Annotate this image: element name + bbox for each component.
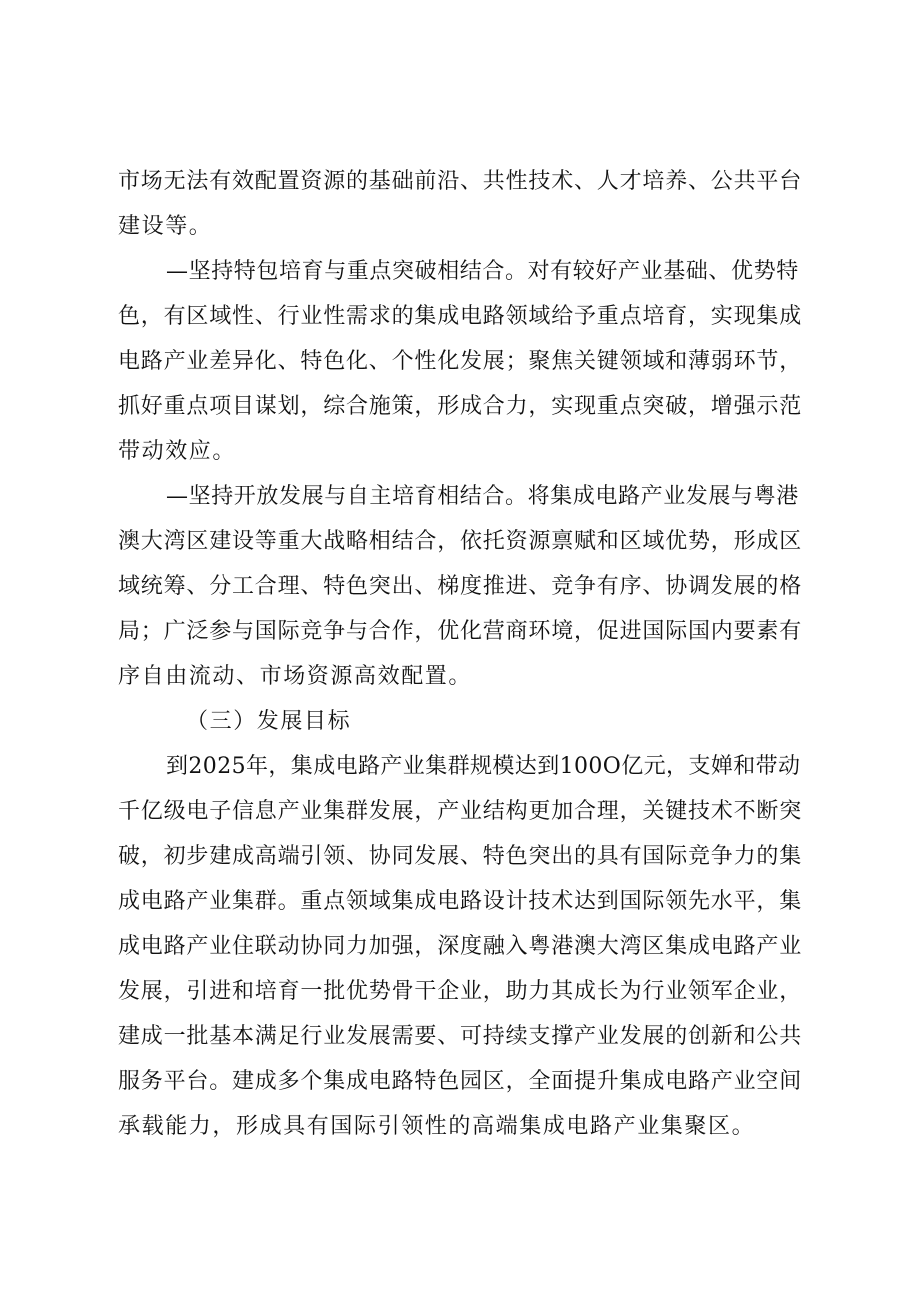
body-text-line: 市场无法有效配置资源的基础前沿、共性技术、人才培养、公共平台 bbox=[118, 169, 803, 194]
body-text-line: 建设等。 bbox=[118, 214, 213, 239]
body-text-line: 破，初步建成高端引领、协同发展、特色突出的具有国际竞争力的集 bbox=[118, 844, 803, 869]
body-text-line: 成电路产业集群。重点领域集成电路设计技术达到国际领先水平，集 bbox=[118, 889, 803, 914]
body-text-line: 承载能力，形成具有国际引领性的高端集成电路产业集聚区。 bbox=[118, 1114, 756, 1139]
body-text-line: 到2025年，集成电路产业集群规模达到100O亿元，支婵和带动 bbox=[166, 754, 801, 779]
body-text-line: 域统筹、分工合理、特色突出、梯度推进、竞争有序、协调发展的格 bbox=[118, 574, 803, 599]
body-text-line: 千亿级电子信息产业集群发展，产业结构更加合理，关键技术不断突 bbox=[118, 799, 803, 824]
body-text-line: 服务平台。建成多个集成电路特色园区，全面提升集成电路产业空间 bbox=[118, 1069, 803, 1094]
body-text-line: 澳大湾区建设等重大战略相结合，依托资源禀赋和区域优势，形成区 bbox=[118, 529, 803, 554]
body-text-line: 建成一批基本满足行业发展需要、可持续支撑产业发展的创新和公共 bbox=[118, 1024, 803, 1049]
body-text-line: 色，有区域性、行业性需求的集成电路领域给予重点培育，实现集成 bbox=[118, 304, 803, 329]
body-text-line: 电路产业差异化、特色化、个性化发展；聚焦关键领域和薄弱环节， bbox=[118, 349, 803, 374]
section-heading: （三）发展目标 bbox=[186, 709, 352, 734]
body-text-line: 带动效应。 bbox=[118, 439, 237, 464]
body-text-line: 局；广泛参与国际竞争与合作，优化营商环境，促进国际国内要素有 bbox=[118, 619, 803, 644]
body-text-line: 抓好重点项目谋划，综合施策，形成合力，实现重点突破，增强示范 bbox=[118, 394, 803, 419]
body-text-line: 序自由流动、市场资源高效配置。 bbox=[118, 664, 473, 689]
body-text-line: 发展，引进和培育一批优势骨干企业，助力其成长为行业领军企业， bbox=[118, 979, 803, 1004]
body-text-line: —坚持特包培育与重点突破相结合。对有较好产业基础、优势特 bbox=[166, 259, 799, 284]
body-text-line: —坚持开放发展与自主培育相结合。将集成电路产业发展与粤港 bbox=[166, 484, 799, 509]
body-text-line: 成电路产业住联动协同力加强，深度融入粤港澳大湾区集成电路产业 bbox=[118, 934, 803, 959]
